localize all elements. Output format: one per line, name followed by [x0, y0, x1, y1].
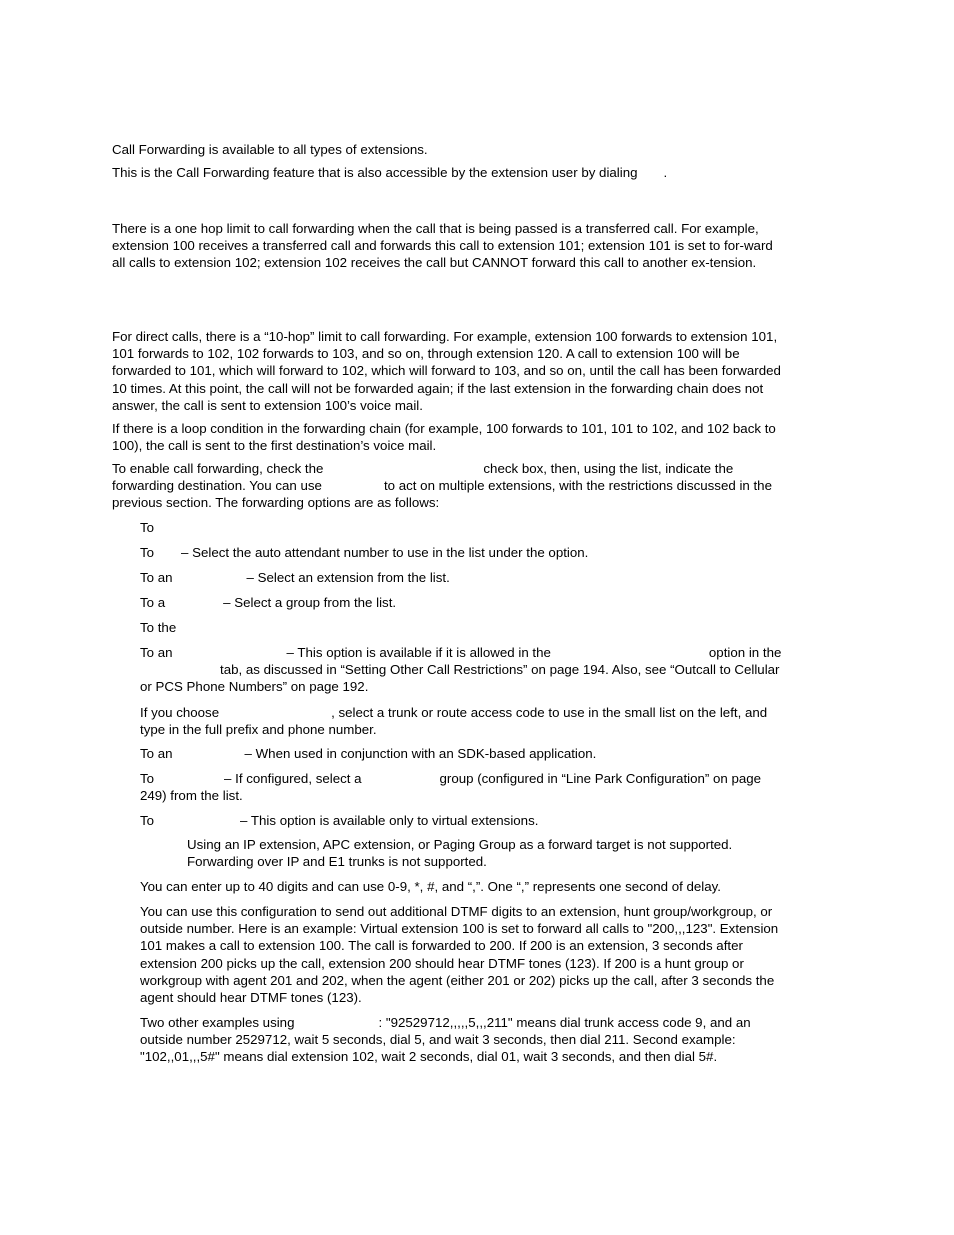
option-outside-number: To an – This option is available if it is allowed in the option in thetab, as discussed in “Setting Other Call Restrictions” on page 194. Also, see “Outcall to Cellular or PCS Phone Numbers” on page 192. — [140, 645, 782, 695]
paragraph-examples: Two other examples using : "92529712,,,,,5,,,211" means dial trunk access code 9, and an outside number 2529712, wait 5 seconds, dial 5, and wait 3 seconds, then dial 211. Second example: "102,,01,,,5#" means dial extension 102, wait 2 seconds, dial 01, wait 3 seconds, and then dial 5#. — [140, 1015, 751, 1065]
option-extension: To an – Select an extension from the list. — [140, 570, 450, 585]
option-line-park: To – If configured, select a group (configured in “Line Park Configuration” on page 249) from the list. — [140, 771, 762, 804]
intro-availability: Call Forwarding is available to all types of extensions. — [112, 142, 428, 157]
option-group: To a – Select a group from the list. — [140, 595, 397, 610]
option-sdk: To an – When used in conjunction with an SDK-based application. — [140, 746, 597, 761]
paragraph-loop-condition: If there is a loop condition in the forwarding chain (for example, 100 forwards to 101, 101 to 102, and 102 back to 100), the call is sent to the first destination’s voice mail. — [112, 421, 776, 454]
note-unsupported-targets: Using an IP extension, APC extension, or Paging Group as a forward target is not supported. Forwarding over IP and E1 trunks is not supported. — [187, 837, 733, 870]
intro-dialing: This is the Call Forwarding feature that is also accessible by the extension user by dialing . — [112, 165, 668, 180]
paragraph-enable-forwarding: To enable call forwarding, check the check box, then, using the list, indicate the forwarding destination. You can use to act on multiple extensions, with the restrictions discussed in the previous section. The forwarding options are as follows: — [112, 461, 772, 511]
option-1: To — [140, 520, 155, 535]
paragraph-digits: You can enter up to 40 digits and can use 0-9, *, #, and “,”. One “,” represents one second of delay. — [140, 879, 721, 894]
paragraph-direct-hop-limit: For direct calls, there is a “10-hop” limit to call forwarding. For example, extension 100 forwards to extension 101, 101 forwards to 102, 102 forwards to 103, and so on, through extension 120. A call to extension 100 will be forwarded to 101, which will forward to 102, which will forward to 103, and so on, until the call has been forwarded 10 times. At this point, the call will not be forwarded again; if the last extension in the forwarding chain does not answer, the call is sent to extension 100’s voice mail. — [112, 329, 781, 413]
option-choose-trunk: If you choose , select a trunk or route access code to use in the small list on the left, and type in the full prefix and phone number. — [140, 705, 768, 738]
paragraph-dtmf: You can use this configuration to send out additional DTMF digits to an extension, hunt group/workgroup, or outside number. Here is an example: Virtual extension 100 is set to forward all calls to "200,,,123". Extension 101 makes a call to extension 100. The call is forwarded to 200. If 200 is an extension, 3 seconds after extension 200 picks up the call, extension 200 should hear DTMF tones (123). If 200 is a hunt group or workgroup with agent 201 and 202, when the agent (either 201 or 202) picks up the call, after 3 seconds the agent should hear DTMF tones (123). — [140, 904, 779, 1006]
paragraph-transfer-hop-limit: There is a one hop limit to call forwarding when the call that is being passed is a transferred call. For example, extension 100 receives a transferred call and forwards this call to extension 101; extension 101 is set to for-ward all calls to extension 102; extension 102 receives the call but CANNOT forward this call to another ex-tension. — [112, 221, 773, 271]
option-auto-attendant: To – Select the auto attendant number to use in the list under the option. — [140, 545, 589, 560]
option-virtual: To – This option is available only to virtual extensions. — [140, 813, 539, 828]
option-5: To the — [140, 620, 177, 635]
